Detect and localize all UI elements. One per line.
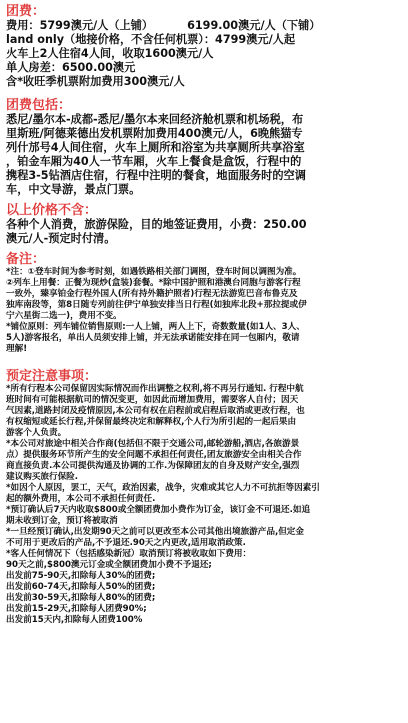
includes-heading: 团费包括：	[6, 98, 72, 113]
booking-line: 出发前60-74天,扣除每人50%的团费;	[6, 582, 156, 592]
booking-line: *预订确认后7天内收取$800或全额团费加小费作为订金，该订金不可退还.如追	[6, 505, 311, 515]
fee-line: 费用：5799澳元/人（上铺） 6199.00澳元/人（下铺）	[6, 19, 321, 32]
includes-line: 携程3-5钻酒店住宿，行程中注明的餐食，地面服务时的空调	[6, 169, 306, 182]
fees-heading: 团费：	[6, 4, 46, 19]
excludes-line: 各种个人消费，旅游保险，目的地签证费用，小费：250.00	[6, 218, 307, 231]
booking-section	[6, 369, 402, 626]
booking-line: 90天之前,$800澳元订金或全额团费加小费不予退还;	[6, 560, 212, 570]
booking-heading: 预定注意事项：	[6, 369, 98, 384]
includes-line: 车，中文导游，景点门票。	[6, 183, 141, 196]
booking-line: 出发前15天内,扣除每人团费100%	[6, 615, 143, 625]
booking-line: *客人任何情况下（包括感染新冠）取消预订将被收取如下费用：	[6, 549, 252, 559]
booking-line: 商直接负责.本公司提供沟通及协调的工作.为保障团友的自身及财产安全,强烈	[6, 461, 300, 471]
booking-line: 不可用于更改后的产品,不予退还.90天之内更改,适用取消政策.	[6, 538, 246, 548]
remarks-line: *铺位原则：列车铺位销售原则:一人上铺，两人上下，奇数数量(如1人、3人、	[6, 322, 305, 332]
excludes-line: 澳元/人-预定时付清。	[6, 232, 116, 245]
booking-line: 游客个人负责。	[6, 428, 67, 438]
includes-line: 列什邡号4人间住宿，火车上厕所和浴室为共享厕所共享浴室	[6, 141, 305, 154]
booking-line: 出发前15-29天,扣除每人团费90%;	[6, 604, 147, 614]
booking-line: *一旦经预订确认,出发期90天之前可以更改至本公司其他出境旅游产品,但定金	[6, 527, 304, 537]
remarks-line: ②列车上用餐：正餐为现炒(盒装)套餐。*除中国护照和港澳台同胞与游客行程	[6, 278, 301, 288]
booking-line: 气因素,道路封闭及疫情原因,本公司有权在启程前或启程后取消或更改行程，也	[6, 406, 305, 416]
remarks-line: 宁六星街二选一)，费用不变。	[6, 311, 122, 321]
remarks-section	[6, 252, 402, 355]
booking-line: 起的额外费用，本公司不承担任何责任.	[6, 494, 156, 504]
booking-line: 建议购买旅行保险.	[6, 472, 79, 482]
fee-line: 单人房差：6500.00澳元	[6, 61, 136, 74]
booking-line: 点）提供服务环节所产生的安全问题不承担任何责任,团友旅游安全由相关合作	[6, 450, 302, 460]
remarks-line: 5人)游客报名，单出人员须安排上铺，并无法承诺能安排在同一包厢内，敬请	[6, 333, 300, 343]
excludes-section	[6, 203, 402, 246]
booking-line: *如因个人原因，罢工，天气，政治因素，战争，灾难或其它人力不可抗拒等因素引	[6, 483, 320, 493]
booking-line: 出发前75-90天,扣除每人30%的团费;	[6, 571, 156, 581]
includes-line: ，铂金车厢为40人一节车厢，火车上餐食是盒饭，行程中的	[6, 155, 302, 168]
remarks-line: 一致外，臻享铂金行程外国人(所有持外籍护照者)行程无法游览巴音布鲁克及	[6, 289, 298, 299]
includes-section	[6, 98, 402, 197]
fee-line: 火车上2人住宿4人间，收取1600澳元/人	[6, 47, 214, 60]
fee-line: 含*收旺季机票附加费用300澳元/人	[6, 75, 185, 88]
includes-line: 里斯班/阿德莱德出发机票附加费用400澳元/人，6晚熊猫专	[6, 127, 303, 140]
remarks-line: 独库南段等，第8日随专列前往伊宁单独安排当日行程(如独库北段+那拉提或伊	[6, 300, 307, 310]
booking-line: *本公司对旅途中相关合作商(包括但不限于交通公司,邮轮游船,酒店,各旅游景	[6, 439, 300, 449]
remarks-heading: 备注：	[6, 252, 46, 267]
booking-line: *所有行程本公司保留因实际情况而作出调整之权利,将不再另行通知. 行程中航	[6, 384, 304, 394]
fee-line: land only（地接价格，不含任何机票）：4799澳元/人起	[6, 33, 296, 46]
remarks-line: *注：①登车时间为参考时刻，如遇铁路相关部门调图，登车时间以调图为准。	[6, 267, 302, 277]
includes-line: 悉尼/墨尔本-成都-悉尼/墨尔本来回经济舱机票和机场税，布	[6, 113, 304, 126]
booking-line: 班时间有可能根据航司的情况变更，如因此而增加费用，需要客人自付；因天	[6, 395, 299, 405]
fees-section	[6, 4, 402, 89]
remarks-line: 理解!	[6, 344, 28, 354]
excludes-heading: 以上价格不含：	[6, 203, 98, 218]
booking-line: 期未收到订金，预订将被取消	[6, 516, 118, 526]
booking-line: 出发前30-59天,扣除每人80%的团费;	[6, 593, 156, 603]
booking-line: 有权缩短或延长行程,并保留最终决定和解释权,个人行为所引起的一起后果由	[6, 417, 297, 427]
